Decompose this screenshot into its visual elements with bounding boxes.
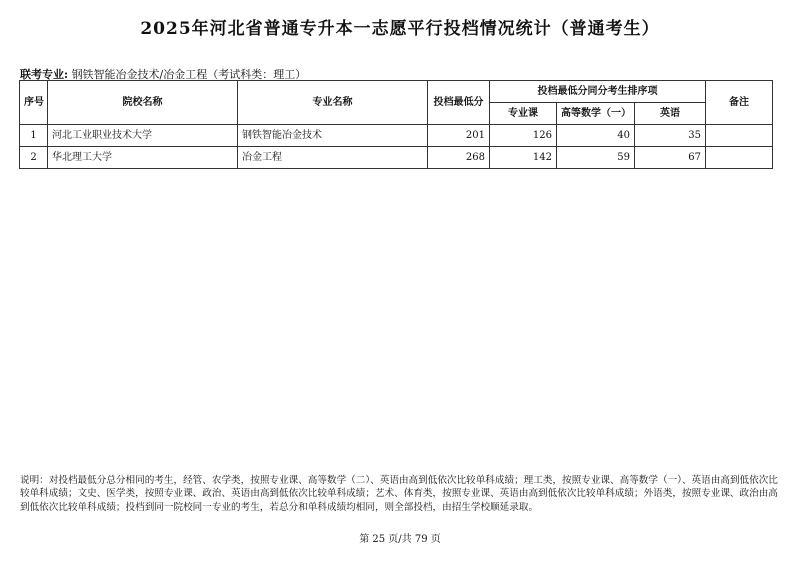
cell-major-course: 126 — [490, 125, 557, 147]
header-school: 院校名称 — [48, 81, 238, 125]
cell-math: 40 — [557, 125, 635, 147]
table-row — [20, 125, 773, 147]
header-math: 高等数学（一） — [557, 103, 635, 125]
cell-school: 华北理工大学 — [48, 147, 238, 169]
header-major-course: 专业课 — [490, 103, 557, 125]
cell-major: 钢铁智能冶金技术 — [238, 125, 428, 147]
cell-english: 35 — [635, 125, 706, 147]
subject-text: 钢铁智能冶金技术/冶金工程（考试科类：理工） — [71, 68, 307, 81]
cell-min-score: 268 — [428, 147, 490, 169]
subject-label: 联考专业: — [20, 68, 69, 81]
header-no: 序号 — [20, 81, 48, 125]
admission-table — [19, 80, 773, 169]
page-number: 第 25 页/共 79 页 — [359, 534, 441, 545]
cell-math: 59 — [557, 147, 635, 169]
cell-school: 河北工业职业技术大学 — [48, 125, 238, 147]
header-min-score: 投档最低分 — [428, 81, 490, 125]
table-row — [20, 147, 773, 169]
cell-no: 1 — [20, 125, 48, 147]
cell-major: 冶金工程 — [238, 147, 428, 169]
cell-major-course: 142 — [490, 147, 557, 169]
header-english: 英语 — [635, 103, 706, 125]
cell-no: 2 — [20, 147, 48, 169]
cell-english: 67 — [635, 147, 706, 169]
footnote: 说明：对投档最低分总分相同的考生，经管、农学类，按照专业课、高等数学（二）、英语由高到低依次比较单科成绩；理工类，按照专业课、高等数学（一）、英语由高到低依次比较单科成绩；文史、医学类，按照专业课、政治、英语由高到低依次比较单科成绩；艺术、体育类，按照专业课、英语由高到低依次比较单科成绩；外语类，按照专业课、政治由高到低依次比较单科成绩；投档到同一院校同一专业的考生，若总分和单科成绩均相同，则全部投档，由招生学校顺延录取。 — [20, 475, 778, 513]
header-remark: 备注 — [706, 81, 773, 125]
cell-remark — [706, 125, 773, 147]
page-title: 2025年河北省普通专升本一志愿平行投档情况统计（普通考生） — [140, 19, 660, 39]
cell-min-score: 201 — [428, 125, 490, 147]
cell-remark — [706, 147, 773, 169]
header-tiebreak-group: 投档最低分同分考生排序项 — [490, 81, 706, 103]
header-major: 专业名称 — [238, 81, 428, 125]
